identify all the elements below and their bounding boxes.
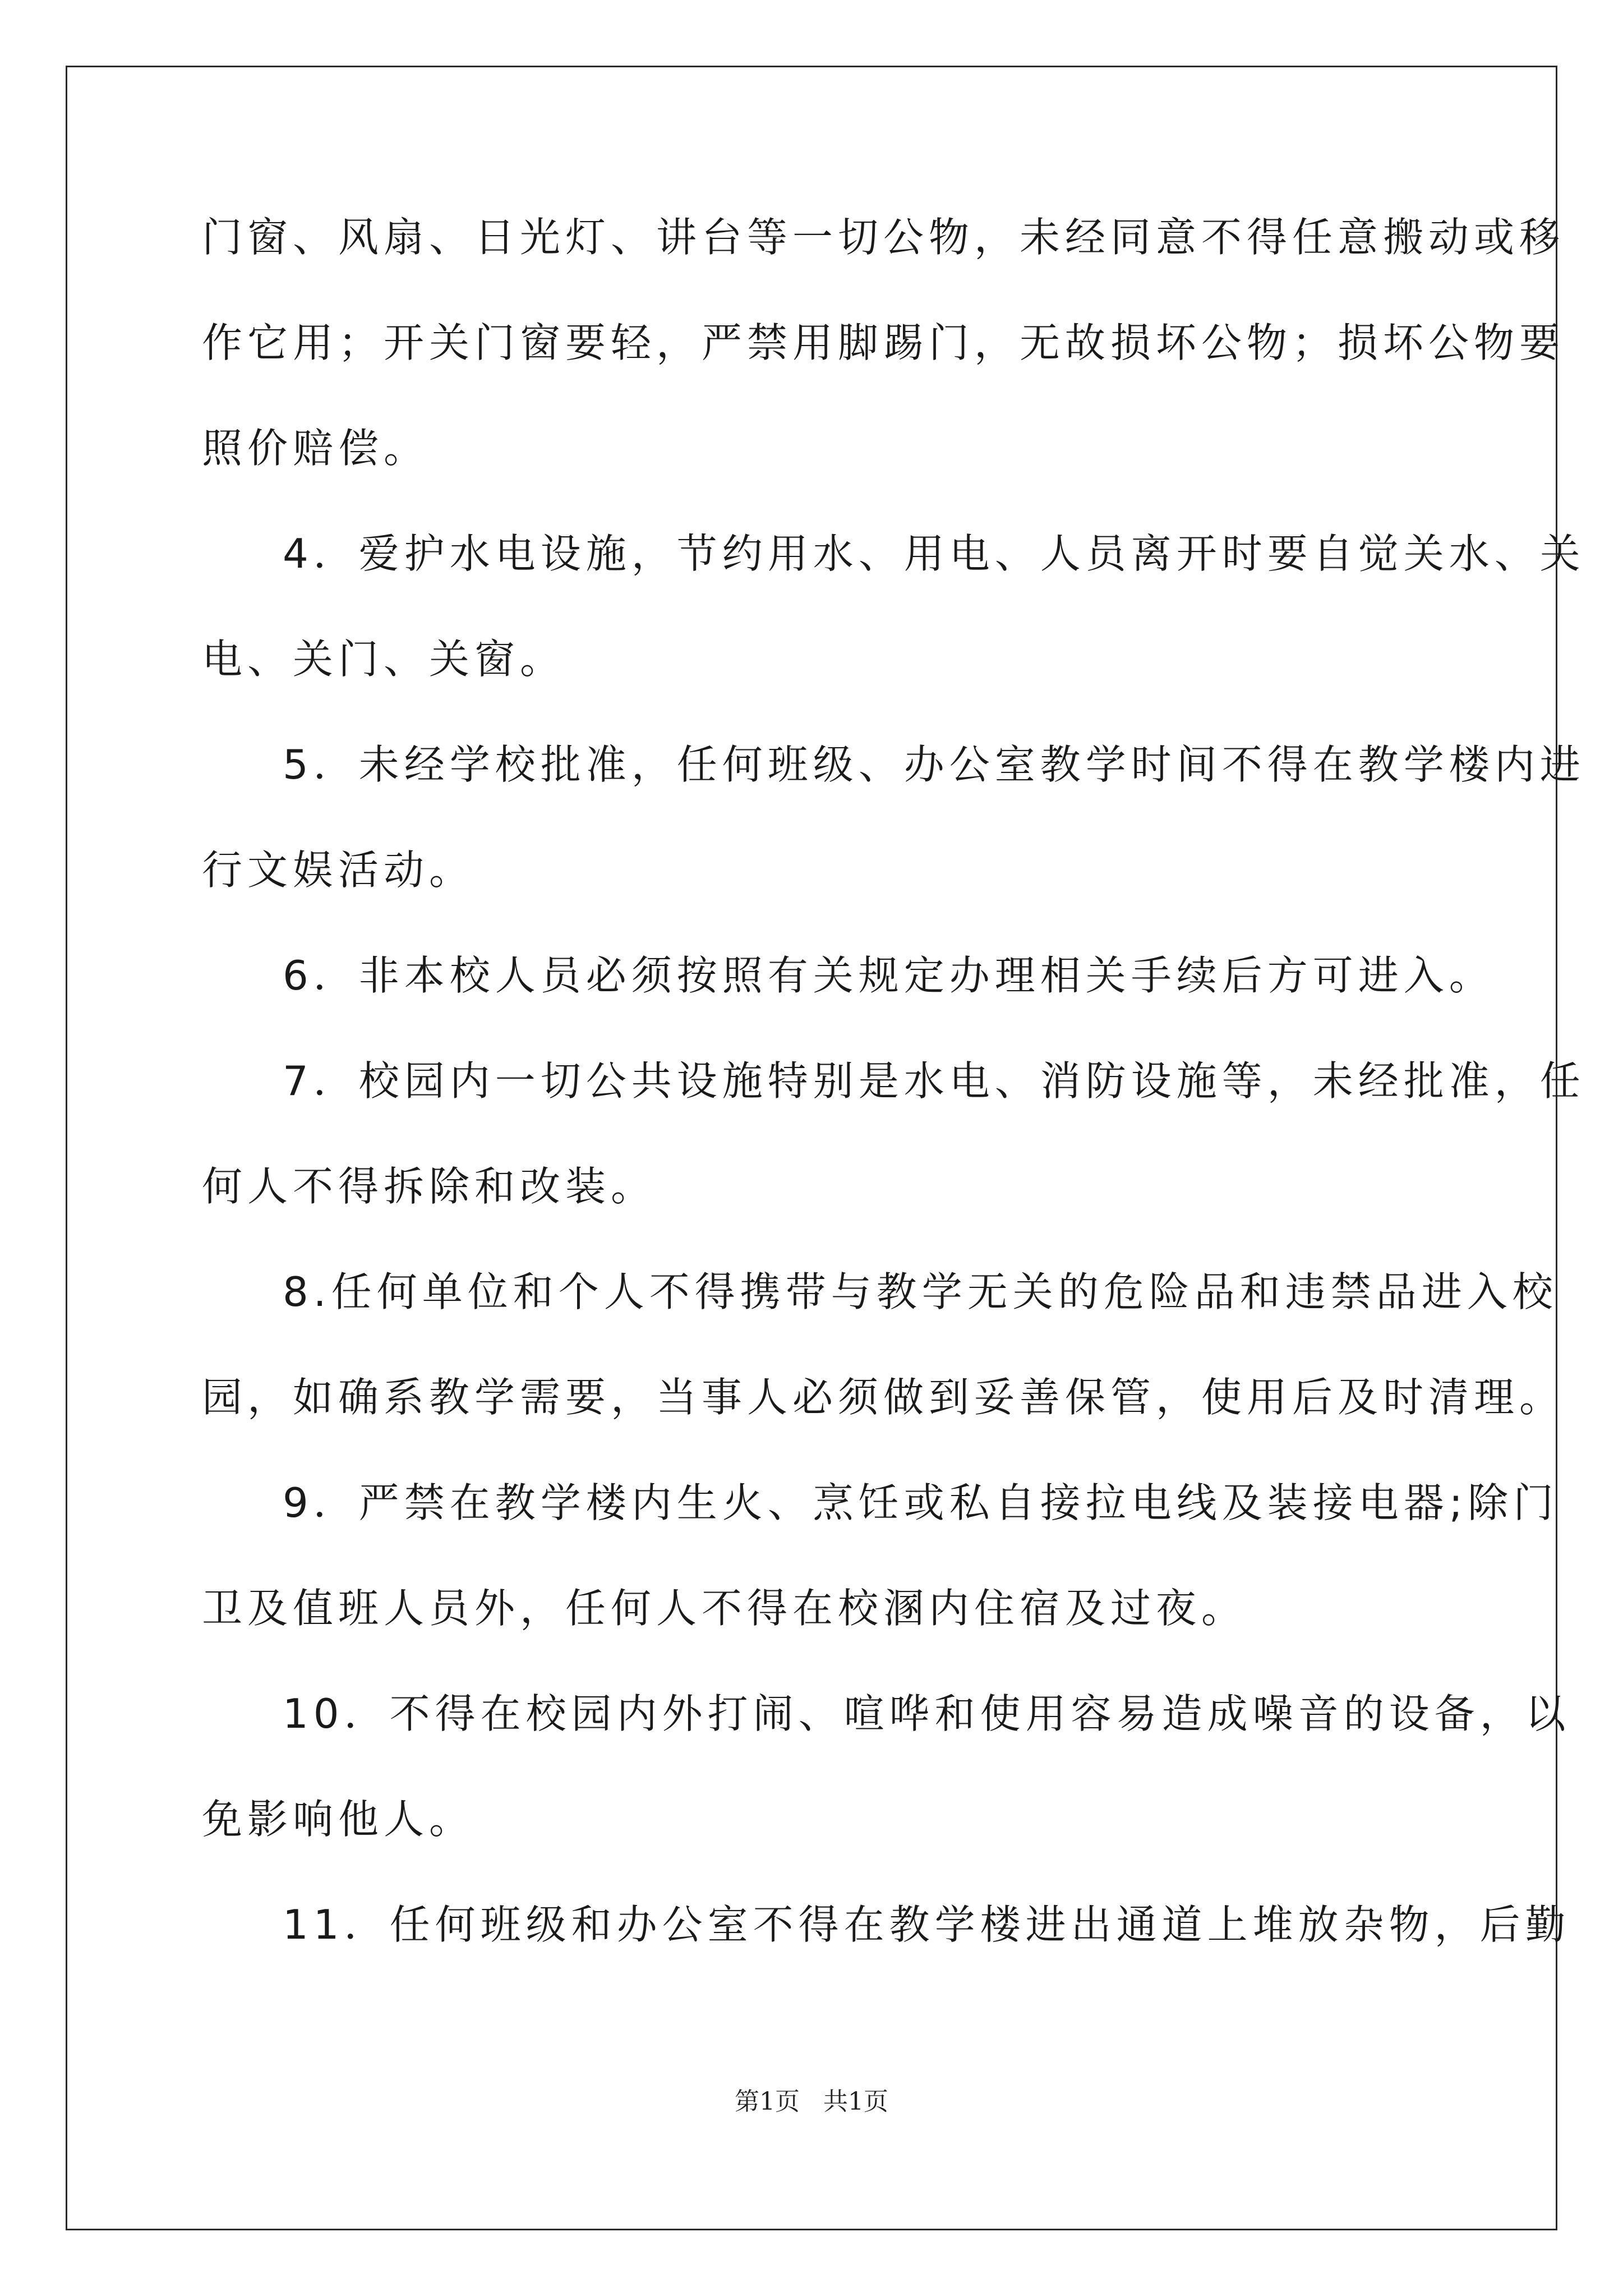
text-line: 6．非本校人员必须按照有关规定办理相关手续后方可进入。	[283, 952, 1495, 999]
text-line: 作它用；开关门窗要轻，严禁用脚踢门，无故损坏公物；损坏公物要	[202, 319, 1565, 366]
text-line: 卫及值班人员外，任何人不得在校溷内住宿及过夜。	[202, 1585, 1247, 1632]
text-line: 4．爱护水电设施，节约用水、用电、人员离开时要自觉关水、关	[283, 530, 1585, 577]
text-line: 8.任何单位和个人不得携带与教学无关的危险品和违禁品进入校	[283, 1268, 1558, 1315]
text-line: 7．校园内一切公共设施特别是水电、消防设施等，未经批准，任	[283, 1057, 1585, 1105]
text-line: 5．未经学校批准，任何班级、办公室教学时间不得在教学楼内进	[283, 741, 1585, 788]
text-line: 电、关门、关窗。	[202, 636, 566, 683]
text-line: 9．严禁在教学楼内生火、烹饪或私自接拉电线及装接电器;除门	[283, 1479, 1559, 1526]
page-footer: 第1页 共1页	[735, 2087, 888, 2116]
text-line: 照价赔偿。	[202, 425, 430, 472]
text-line: 免影响他人。	[202, 1796, 475, 1843]
text-line: 11．任何班级和办公室不得在教学楼进出通道上堆放杂物，后勤	[283, 1901, 1571, 1948]
text-line: 门窗、风扇、日光灯、讲台等一切公物，未经同意不得任意搬动或移	[202, 214, 1565, 261]
text-line: 何人不得拆除和改装。	[202, 1163, 657, 1210]
text-line: 行文娱活动。	[202, 846, 475, 894]
text-line: 园，如确系教学需要，当事人必须做到妥善保管，使用后及时清理。	[202, 1374, 1565, 1421]
text-line: 10．不得在校园内外打闹、喧哗和使用容易造成噪音的设备，以	[283, 1690, 1571, 1737]
